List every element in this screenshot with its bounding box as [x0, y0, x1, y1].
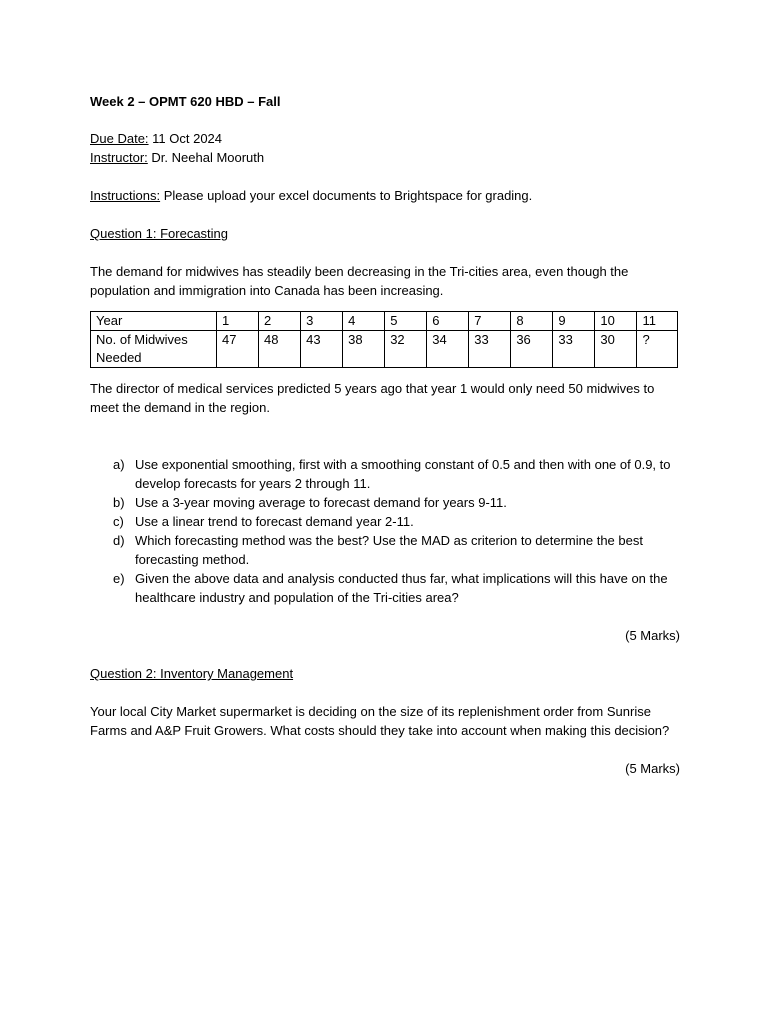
table-cell: 34	[427, 331, 469, 368]
table-cell: 47	[217, 331, 259, 368]
list-item	[113, 455, 680, 493]
list-item-text: Use a linear trend to forecast demand year 2-11.	[135, 514, 414, 529]
list-item-text: Which forecasting method was the best? Use the MAD as criterion to determine the best forecasting method.	[135, 533, 643, 567]
instructor-value: Dr. Neehal Mooruth	[147, 150, 265, 165]
instructions-label: Instructions:	[90, 188, 161, 203]
instructor-line	[90, 148, 680, 167]
instructions-value: Please upload your excel documents to Brightspace for grading.	[160, 188, 533, 203]
question-1-note: The director of medical services predicted 5 years ago that year 1 would only need 50 midwives to meet the demand in the region.	[90, 381, 655, 415]
table-cell: 1	[217, 312, 259, 331]
question-2-marks: (5 Marks)	[625, 761, 680, 776]
list-item-label: a)	[113, 457, 125, 472]
table-cell: 48	[259, 331, 301, 368]
table-row-label: No. of Midwives Needed	[91, 331, 217, 368]
table-cell: 10	[595, 312, 637, 331]
instructor-label: Instructor:	[90, 150, 148, 165]
list-item-text: Use exponential smoothing, first with a smoothing constant of 0.5 and then with one of 0.9, to develop forecasts for years 2 through 11.	[135, 457, 671, 491]
list-item	[113, 493, 680, 512]
table-cell: 43	[301, 331, 343, 368]
table-cell: 5	[385, 312, 427, 331]
list-item-label: e)	[113, 571, 125, 586]
table-row-label: Year	[91, 312, 217, 331]
table-cell: 8	[511, 312, 553, 331]
table-cell: 6	[427, 312, 469, 331]
list-item	[113, 569, 680, 607]
table-row-year	[91, 312, 678, 331]
document-page	[90, 92, 680, 778]
table-cell: 33	[469, 331, 511, 368]
table-cell: 33	[553, 331, 595, 368]
question-1-heading: Question 1: Forecasting	[90, 226, 229, 241]
due-date-label: Due Date:	[90, 131, 149, 146]
question-1-intro: The demand for midwives has steadily been decreasing in the Tri-cities area, even though the population and immigration into Canada has been increasing.	[90, 264, 629, 298]
list-item-text: Given the above data and analysis conducted thus far, what implications will this have on the healthcare industry and population of the Tri-cities area?	[135, 571, 668, 605]
table-cell: 11	[637, 312, 678, 331]
table-cell: 7	[469, 312, 511, 331]
question-2-body: Your local City Market supermarket is deciding on the size of its replenishment order from Sunrise Farms and A&P Fruit Growers. What costs should they take into account when making this decision?	[90, 704, 670, 738]
due-date-value: 11 Oct 2024	[148, 131, 223, 146]
table-cell: 2	[259, 312, 301, 331]
list-item-label: b)	[113, 495, 125, 510]
list-item	[113, 512, 680, 531]
table-cell: 9	[553, 312, 595, 331]
table-cell: 4	[343, 312, 385, 331]
list-item	[113, 531, 680, 569]
midwives-table	[90, 311, 678, 368]
question-1-list	[90, 455, 680, 607]
table-cell: 36	[511, 331, 553, 368]
document-title: Week 2 – OPMT 620 HBD – Fall	[90, 94, 281, 109]
list-item-label: d)	[113, 533, 125, 548]
due-date-line	[90, 129, 680, 148]
question-2-heading: Question 2: Inventory Management	[90, 666, 294, 681]
table-cell: 32	[385, 331, 427, 368]
table-cell: ?	[637, 331, 678, 368]
list-item-label: c)	[113, 514, 124, 529]
table-row-midwives	[91, 331, 678, 368]
table-cell: 3	[301, 312, 343, 331]
list-item-text: Use a 3-year moving average to forecast demand for years 9-11.	[135, 495, 507, 510]
table-cell: 30	[595, 331, 637, 368]
table-cell: 38	[343, 331, 385, 368]
instructions-line	[90, 186, 680, 205]
question-1-marks: (5 Marks)	[625, 628, 680, 643]
